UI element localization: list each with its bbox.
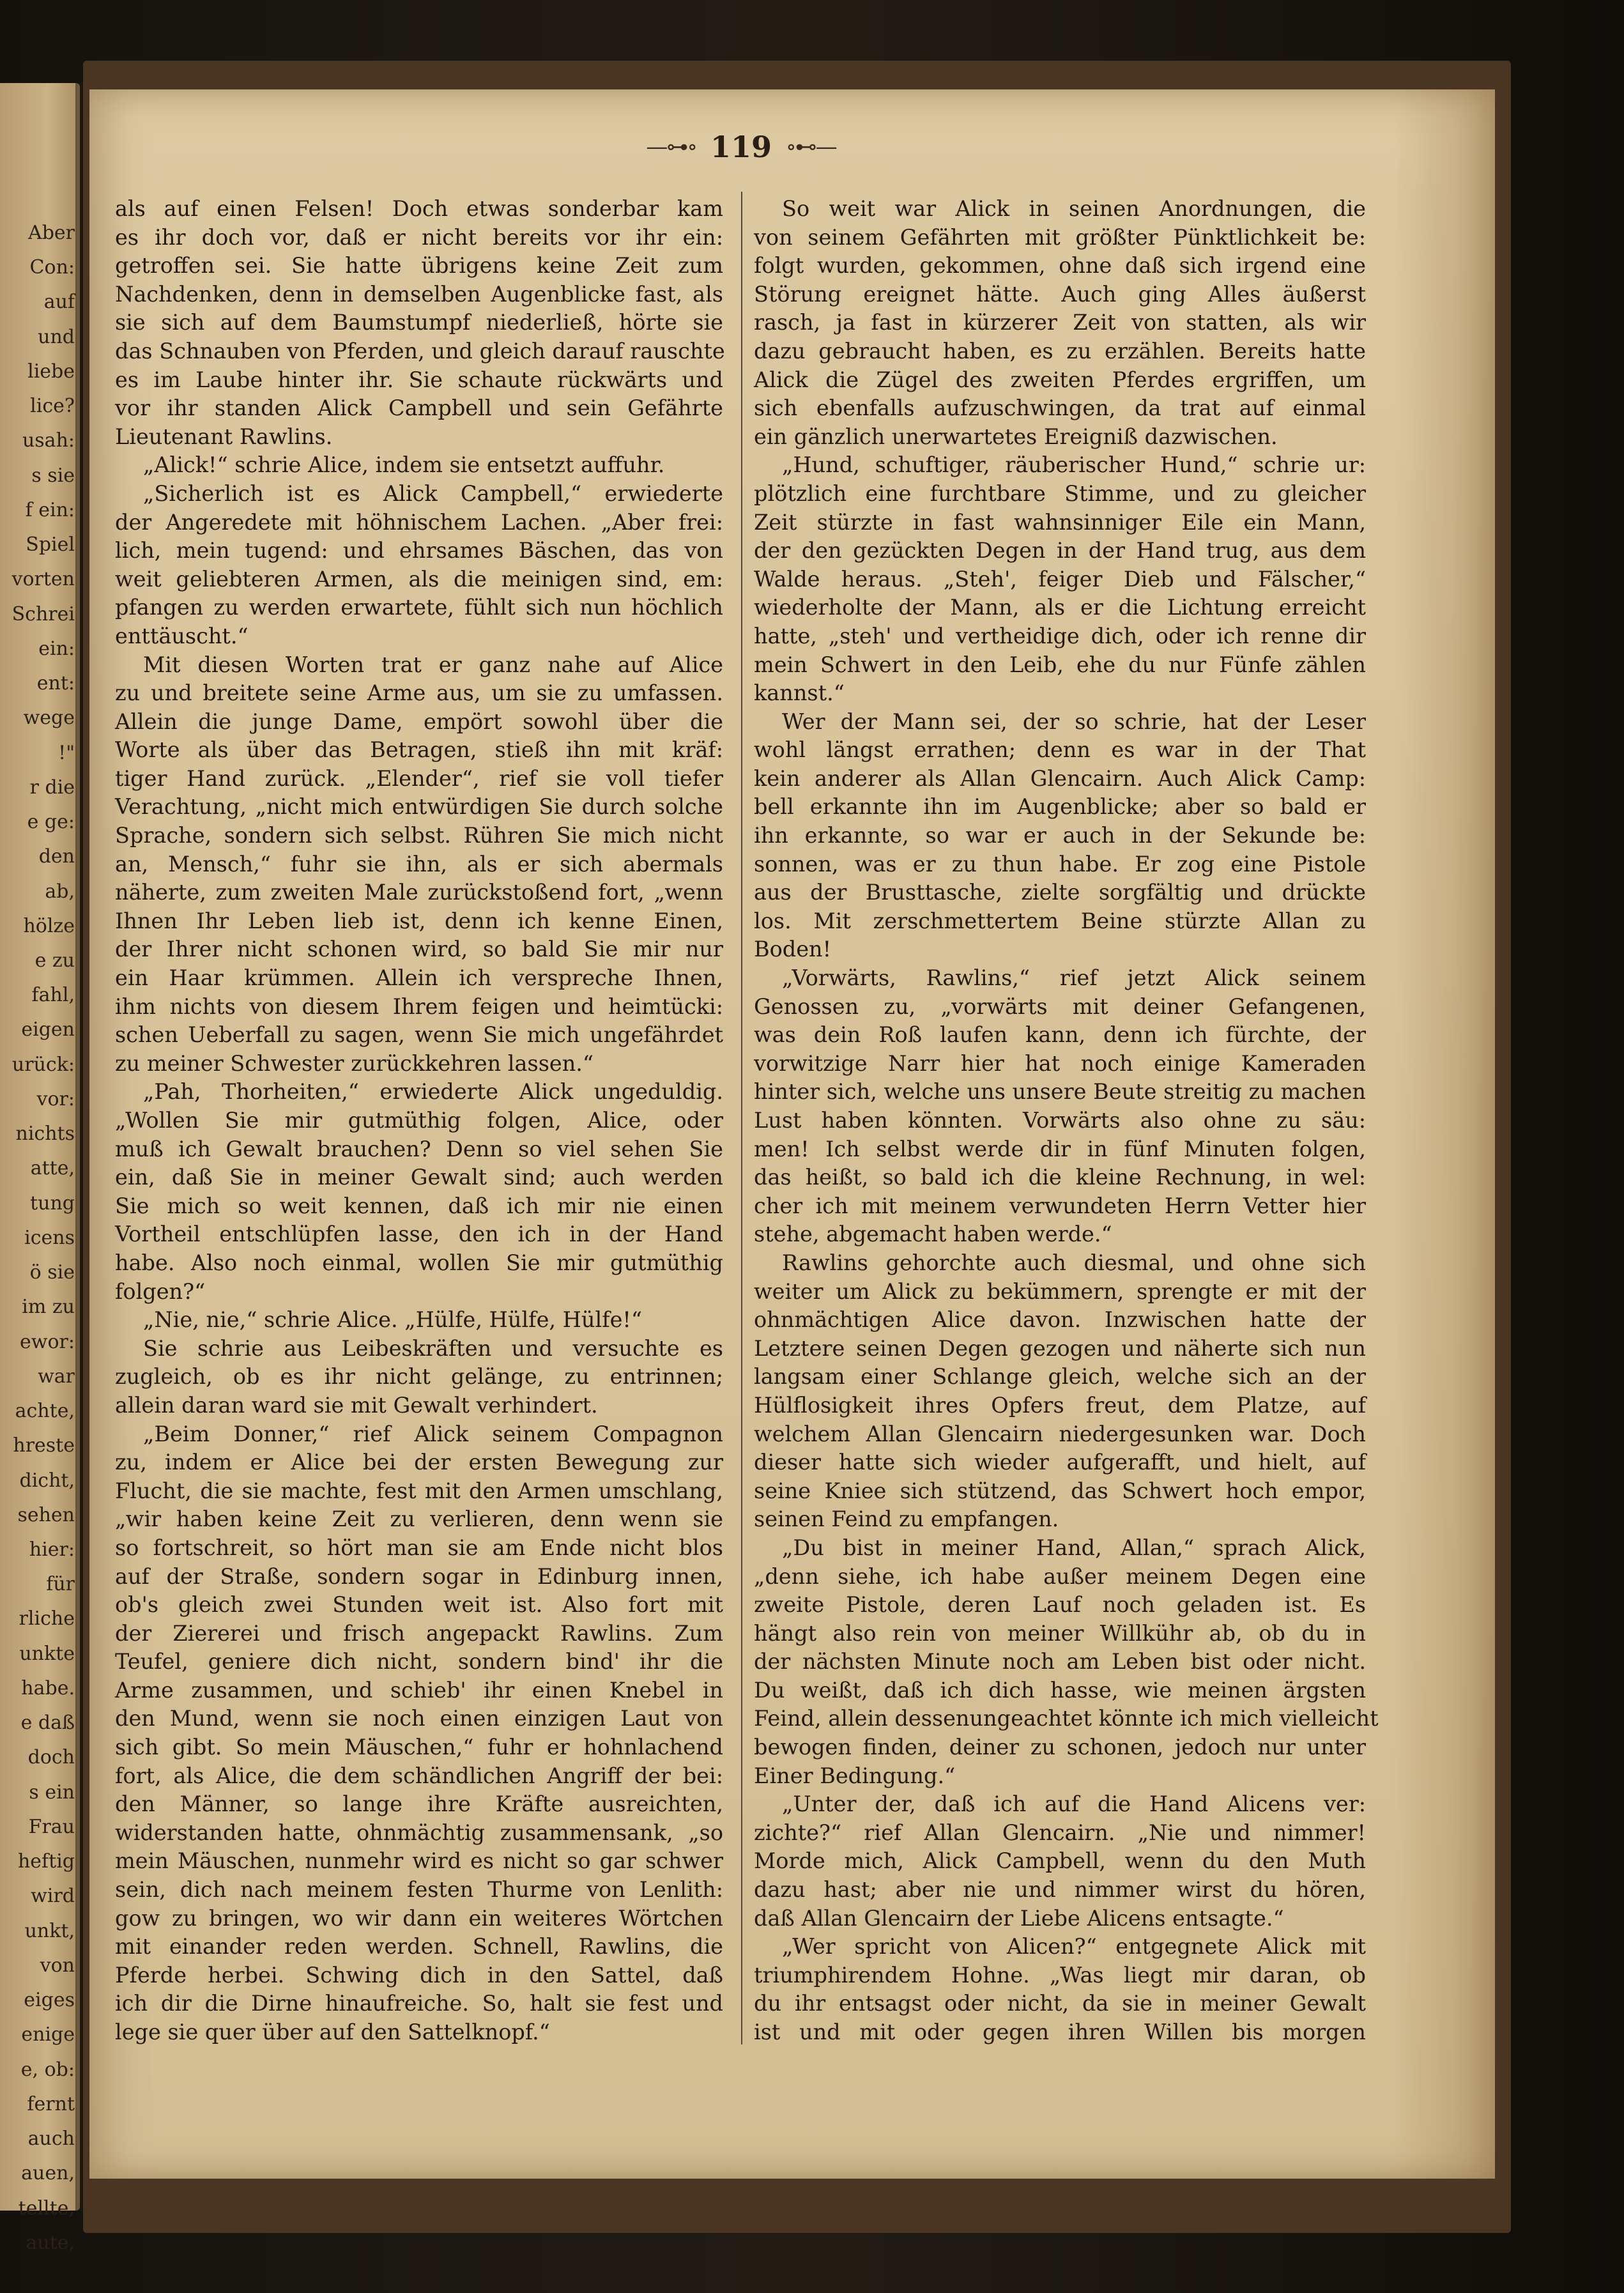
text-line: Teufel, geniere dich nicht, sondern bind' ihr die	[115, 1649, 723, 1675]
text-line: schen Ueberfall zu sagen, wenn Sie mich ungefährdet	[115, 1022, 723, 1048]
text-line: Pferde herbei. Schwing dich in den Sattel, daß	[115, 1962, 723, 1988]
previous-page-fragment: auch	[27, 2128, 75, 2151]
right-column	[754, 195, 1379, 2047]
previous-page-fragment: heftig	[17, 1850, 75, 1873]
text-line: zugleich, ob es ihr nicht gelänge, zu entrinnen;	[115, 1364, 723, 1390]
text-line: rasch, ja fast in kürzerer Zeit von statten, als wir	[754, 310, 1366, 335]
text-line: als auf einen Felsen! Doch etwas sonderbar kam	[115, 196, 723, 221]
text-line: „Sicherlich ist es Alick Campbell,“ erwiederte	[143, 480, 723, 506]
previous-page-fragment: e ge:	[27, 811, 75, 834]
previous-page-fragment: liebe	[27, 360, 75, 383]
previous-page-fragment: unkte	[19, 1642, 75, 1665]
previous-page-fragment: rliche	[19, 1607, 75, 1630]
previous-page-fragment: fernt	[27, 2092, 75, 2115]
text-line: mein Schwert in den Leib, ehe du nur Fünfe zählen	[754, 652, 1366, 677]
previous-page-fragment: ewor:	[20, 1330, 75, 1353]
previous-page-fragment: nichts	[15, 1123, 75, 1146]
text-line: Boden!	[754, 937, 832, 962]
text-line: folgt wurden, gekommen, ohne daß sich irgend eine	[754, 253, 1366, 279]
text-line: Sie schrie aus Leibeskräften und versuchte es	[143, 1335, 723, 1361]
text-line: Einer Bedingung.“	[754, 1763, 956, 1788]
text-line: Verachtung, „nicht mich entwürdigen Sie durch solche	[115, 794, 723, 820]
previous-page-fragment: ein:	[38, 637, 75, 660]
previous-page-fragment: aute,	[26, 2231, 75, 2254]
text-line: den Männer, so lange ihre Kräfte ausreichten,	[115, 1791, 723, 1817]
previous-page-fragment: vorten	[11, 568, 75, 591]
text-line: an, Mensch,“ fuhr sie ihn, als er sich abermals	[115, 851, 723, 877]
text-line: der den gezückten Degen in der Hand trug, aus dem	[754, 538, 1366, 564]
text-line: Lust haben könnten. Vorwärts also ohne zu säu:	[754, 1108, 1366, 1133]
text-line: muß ich Gewalt brauchen? Denn so viel sehen Sie	[115, 1136, 723, 1162]
text-line: Arme zusammen, und schieb' ihr einen Knebel in	[115, 1677, 723, 1703]
previous-page-fragment: s sie	[31, 464, 75, 487]
page-edge-stain	[1393, 89, 1495, 2179]
text-line: der Ihrer nicht schonen wird, so bald Sie mir nur	[115, 937, 723, 962]
text-line: ob's gleich zwei Stunden weit ist. Also fort mit	[115, 1592, 723, 1618]
previous-page-fragment: lice?	[30, 395, 75, 418]
text-line: folgen?“	[115, 1278, 206, 1304]
text-line: dieser hatte sich wieder aufgerafft, und hielt, auf	[754, 1450, 1366, 1475]
text-line: der Angeredete mit höhnischem Lachen. „Aber frei:	[115, 509, 723, 535]
text-line: „denn siehe, ich habe außer meinem Degen eine	[754, 1563, 1366, 1589]
previous-page-fragment: eigen	[21, 1018, 75, 1041]
previous-page-fragment: hier:	[29, 1538, 75, 1561]
previous-page-fragment: sehen	[17, 1503, 75, 1526]
text-line: Walde heraus. „Steh', feiger Dieb und Fälscher,“	[754, 566, 1366, 592]
previous-page-fragment: f ein:	[25, 498, 75, 521]
text-line: was dein Roß laufen kann, denn ich fürchte, der	[754, 1022, 1366, 1048]
text-line: zu, indem er Alice bei der ersten Bewegung zur	[115, 1450, 723, 1475]
previous-page-fragment: ab,	[45, 880, 75, 903]
text-line: Sprache, sondern sich selbst. Rühren Sie mich nicht	[115, 823, 723, 848]
previous-page-fragment: r die	[29, 776, 75, 799]
text-line: ein, daß Sie in meiner Gewalt sind; auch werden	[115, 1165, 723, 1190]
text-line: Nachdenken, denn in demselben Augenblicke fast, als	[115, 281, 723, 307]
text-line: „Wollen Sie mir gutmüthig folgen, Alice, oder	[115, 1108, 723, 1133]
page-header	[613, 125, 869, 169]
previous-page-fragment: usah:	[22, 429, 75, 452]
text-line: auf der Straße, sondern sogar in Edinburg innen,	[115, 1563, 723, 1589]
text-line: sie sich auf dem Baumstumpf niederließ, hörte sie	[115, 310, 723, 335]
previous-page-fragment: Schrei	[11, 602, 75, 625]
text-line: vorwitzige Narr hier hat noch einige Kameraden	[754, 1050, 1366, 1076]
text-line: das Schnauben von Pferden, und gleich darauf rauschte	[115, 338, 725, 364]
previous-page-fragment: tung	[30, 1192, 75, 1215]
text-line: Hülflosigkeit ihres Opfers freut, dem Platze, auf	[754, 1392, 1366, 1418]
previous-page-fragment: dicht,	[19, 1469, 75, 1492]
previous-page-fragment: hölze	[23, 914, 75, 937]
previous-page-fragment: für	[46, 1573, 75, 1596]
text-line: hinter sich, welche uns unsere Beute streitig zu machen	[754, 1079, 1366, 1105]
text-line: habe. Also noch einmal, wollen Sie mir gutmüthig	[115, 1250, 723, 1275]
text-line: mein Mäuschen, nunmehr wird es nicht so gar schwer	[115, 1848, 723, 1874]
text-line: näherte, zum zweiten Male zurückstoßend fort, „wenn	[115, 880, 723, 905]
previous-page-fragment: e zu	[34, 949, 75, 972]
text-line: den Mund, wenn sie noch einen einzigen Laut von	[115, 1706, 723, 1731]
text-line: „Vorwärts, Rawlins,“ rief jetzt Alick seinem	[782, 965, 1366, 991]
text-line: das heißt, so bald ich die kleine Rechnung, in wel:	[754, 1165, 1366, 1190]
text-line: ihn erkannte, so war er auch in der Sekunde be:	[754, 823, 1366, 848]
text-line: sich gibt. So mein Mäuschen,“ fuhr er hohnlachend	[115, 1735, 723, 1760]
text-line: „wir haben keine Zeit zu verlieren, denn wenn sie	[115, 1507, 723, 1532]
previous-page-fragment: Spiel	[26, 533, 75, 556]
text-line: „Wer spricht von Alicen?“ entgegnete Alick mit	[782, 1934, 1366, 1959]
previous-page-fragment: ent:	[36, 672, 75, 695]
text-line: Sie mich so weit kennen, daß ich mir nie einen	[115, 1193, 723, 1218]
text-line: widerstanden hatte, ohnmächtig zusammensank, „so	[115, 1820, 723, 1845]
text-line: vor ihr standen Alick Campbell und sein Gefährte	[115, 395, 723, 421]
right-ornament-icon: ∘⊷—	[786, 134, 836, 160]
text-line: welchem Allan Glencairn niedergesunken war. Doch	[754, 1421, 1366, 1446]
text-line: stehe, abgemacht haben werde.“	[754, 1222, 1112, 1247]
previous-page-fragment: und	[38, 325, 75, 348]
text-line: bewogen finden, deiner zu schonen, jedoch nur unter	[754, 1735, 1366, 1760]
text-line: zu und breitete seine Arme aus, um sie zu umfassen.	[115, 680, 723, 706]
text-line: Du weißt, daß ich dich hasse, wie meinen ärgsten	[754, 1677, 1366, 1703]
previous-page-fragment: icens	[24, 1226, 75, 1249]
text-line: wiederholte der Mann, als er die Lichtung erreicht	[754, 595, 1366, 620]
previous-page-fragment: wird	[31, 1885, 75, 1908]
text-line: dazu hast; aber nie und nimmer wirst du hören,	[754, 1877, 1366, 1903]
text-line: cher ich mit meinem verwundeten Herrn Vetter hier	[754, 1193, 1366, 1218]
text-line: hatte, „steh' und vertheidige dich, oder ich renne dir	[754, 623, 1366, 648]
previous-page-fragment: unkt,	[24, 1919, 75, 1942]
text-line: „Alick!“ schrie Alice, indem sie entsetzt auffuhr.	[143, 452, 665, 478]
text-line: der Ziererei und frisch angepackt Rawlins. Zum	[115, 1620, 723, 1646]
text-line: Störung ereignet hätte. Auch ging Alles äußerst	[754, 281, 1366, 307]
text-line: enttäuscht.“	[115, 623, 249, 648]
text-line: hängt also rein von meiner Willkühr ab, ob du in	[754, 1620, 1366, 1646]
text-line: aus der Brusttasche, zielte sorgfältig und drückte	[754, 880, 1366, 905]
text-line: Ihnen Ihr Leben lieb ist, denn ich kenne Einen,	[115, 908, 723, 933]
text-line: Letztere seinen Degen gezogen und näherte sich nun	[754, 1335, 1366, 1361]
text-line: der nächsten Minute noch am Leben bist oder nicht.	[754, 1649, 1366, 1675]
text-line: Morde mich, Alick Campbell, wenn du den Muth	[754, 1848, 1366, 1874]
text-line: du ihr entsagst oder nicht, da sie in meiner Gewalt	[754, 1991, 1366, 2016]
text-line: Rawlins gehorchte auch diesmal, und ohne sich	[782, 1250, 1366, 1275]
text-line: dazu gebraucht haben, es zu erzählen. Bereits hatte	[754, 338, 1366, 364]
text-line: ich dir die Dirne hinaufreiche. So, halt sie fest und	[115, 1991, 723, 2016]
text-line: ihm nichts von diesem Ihrem feigen und heimtücki:	[115, 993, 723, 1019]
previous-page-fragment: auen,	[21, 2162, 75, 2185]
text-line: sein, dich nach meinem festen Thurme von Lenlith:	[115, 1877, 723, 1903]
previous-page-fragment: e daß	[20, 1712, 75, 1735]
previous-page-fragment: hreste	[13, 1434, 75, 1457]
previous-page-fragment: den	[38, 845, 75, 868]
text-line: kein anderer als Allan Glencairn. Auch Alick Camp:	[754, 765, 1366, 791]
text-line: fort, als Alice, die dem schändlichen Angriff der bei:	[115, 1763, 723, 1788]
text-line: ohnmächtigen Alice davon. Inzwischen hatte der	[754, 1307, 1366, 1333]
text-line: Vortheil entschlüpfen lasse, den ich in der Hand	[115, 1222, 723, 1247]
page-number: 119	[710, 130, 772, 164]
previous-page-fragment: Con:	[29, 256, 75, 279]
text-line: es ihr doch vor, daß er nicht bereits vor ihr ein:	[115, 224, 723, 250]
text-line: Allein die junge Dame, empört sowohl über die	[115, 709, 723, 734]
text-line: zu meiner Schwester zurückkehren lassen.“	[115, 1050, 594, 1076]
text-line: tiger Hand zurück. „Elender“, rief sie voll tiefer	[115, 765, 723, 791]
left-ornament-icon: —⊶∘	[646, 134, 696, 160]
text-line: langsam einer Schlange gleich, welche sich an der	[754, 1364, 1366, 1390]
text-line: daß Allan Glencairn der Liebe Alicens entsagte.“	[754, 1905, 1284, 1931]
text-line: lich, mein tugend: und ehrsames Bäschen, das von	[115, 538, 723, 564]
column-divider	[741, 192, 742, 2044]
text-line: seine Kniee sich stützend, das Schwert hoch empor,	[754, 1478, 1366, 1503]
previous-page-fragment: von	[40, 1954, 75, 1977]
text-line: Feind, allein dessenungeachtet könnte ich mich vielleicht	[754, 1706, 1379, 1731]
text-line: bell erkannte ihn im Augenblicke; aber so bald er	[754, 794, 1366, 820]
text-line: allein daran ward sie mit Gewalt verhindert.	[115, 1392, 598, 1418]
left-column	[115, 195, 723, 2047]
previous-page-fragment: fahl,	[31, 984, 75, 1007]
text-line: von seinem Gefährten mit größter Pünktlichkeit be:	[754, 224, 1366, 250]
text-line: Lieutenant Rawlins.	[115, 424, 333, 449]
text-line: triumphirendem Hohne. „Was liegt mir daran, ob	[754, 1962, 1366, 1988]
text-line: weit geliebteren Armen, als die meinigen sind, em:	[115, 566, 723, 592]
text-line: „Beim Donner,“ rief Alick seinem Compagnon	[143, 1421, 723, 1446]
previous-page-fragment: war	[38, 1365, 75, 1388]
text-line: ein gänzlich unerwartetes Ereigniß dazwischen.	[754, 424, 1278, 449]
previous-page-fragment: e, ob:	[20, 2058, 75, 2081]
text-line: lege sie quer über auf den Sattelknopf.“	[115, 2020, 550, 2044]
text-line: men! Ich selbst werde dir in fünf Minuten folgen,	[754, 1136, 1366, 1162]
previous-page-fragment: habe.	[21, 1676, 75, 1699]
previous-page-fragment: Aber	[28, 222, 75, 244]
text-line: los. Mit zerschmettertem Beine stürzte Allan zu	[754, 908, 1366, 933]
text-line: Flucht, die sie machte, fest mit den Armen umschlang,	[115, 1478, 723, 1503]
previous-page-fragment: Frau	[28, 1815, 75, 1838]
text-line: sich ebenfalls aufzuschwingen, da trat auf einmal	[754, 395, 1366, 421]
previous-page-fragment: urück:	[11, 1053, 75, 1076]
text-line: „Du bist in meiner Hand, Allan,“ sprach Alick,	[782, 1535, 1366, 1560]
previous-page-fragment: eiges	[24, 1989, 75, 2012]
previous-page-edge	[0, 83, 80, 2254]
text-line: es im Laube hinter ihr. Sie schaute rückwärts und	[115, 367, 723, 392]
text-line: zichte?“ rief Allan Glencairn. „Nie und nimmer!	[754, 1820, 1366, 1845]
text-line: kannst.“	[754, 680, 845, 706]
text-line: weiter um Alick zu bekümmern, sprengte er mit der	[754, 1278, 1366, 1304]
text-line: „Unter der, daß ich auf die Hand Alicens ver:	[782, 1791, 1366, 1817]
text-line: „Nie, nie,“ schrie Alice. „Hülfe, Hülfe, Hülfe!“	[143, 1307, 643, 1333]
text-line: Mit diesen Worten trat er ganz nahe auf Alice	[143, 652, 723, 677]
text-line: Zeit stürzte in fast wahnsinniger Eile ein Mann,	[754, 509, 1366, 535]
previous-page-fragment: atte,	[30, 1157, 75, 1180]
previous-page-fragment: im zu	[22, 1296, 75, 1319]
text-line: mit einander reden werden. Schnell, Rawlins, die	[115, 1934, 723, 1959]
previous-page-fragment: auf	[43, 291, 75, 314]
text-line: seinen Feind zu empfangen.	[754, 1507, 1059, 1532]
text-line: „Pah, Thorheiten,“ erwiederte Alick ungeduldig.	[143, 1079, 723, 1105]
previous-page-fragment: achte,	[15, 1400, 75, 1423]
previous-page-fragment: wege	[23, 707, 75, 730]
text-line: ist und mit oder gegen ihren Willen bis morgen	[754, 2020, 1366, 2044]
text-line: plötzlich eine furchtbare Stimme, und zu gleicher	[754, 480, 1366, 506]
text-line: Alick die Zügel des zweiten Pferdes ergriffen, um	[754, 367, 1366, 392]
previous-page-fragment: enige	[21, 2023, 75, 2046]
text-line: pfangen zu werden erwartete, fühlt sich nun höchlich	[115, 595, 723, 620]
text-line: getroffen sei. Sie hatte übrigens keine Zeit zum	[115, 253, 723, 279]
text-line: „Hund, schuftiger, räuberischer Hund,“ schrie ur:	[782, 452, 1366, 478]
text-line: zweite Pistole, deren Lauf noch geladen ist. Es	[754, 1592, 1366, 1618]
text-line: ein Haar krümmen. Allein ich verspreche Ihnen,	[115, 965, 723, 991]
text-line: so fortschreit, so hört man sie am Ende nicht blos	[115, 1535, 723, 1560]
text-line: sonnen, was er zu thun habe. Er zog eine Pistole	[754, 851, 1366, 877]
previous-page-fragment: tellte,	[18, 2197, 75, 2220]
text-line: Wer der Mann sei, der so schrie, hat der Leser	[782, 709, 1366, 734]
text-line: gow zu bringen, wo wir dann ein weiteres Wörtchen	[115, 1905, 723, 1931]
text-line: Worte als über das Betragen, stieß ihn mit kräf:	[115, 737, 723, 763]
text-line: So weit war Alick in seinen Anordnungen, die	[782, 196, 1366, 221]
previous-page-fragment: doch	[27, 1746, 75, 1769]
text-line: wohl längst errathen; denn es war in der That	[754, 737, 1366, 763]
previous-page-fragment: s ein	[29, 1781, 75, 1804]
text-line: Genossen zu, „vorwärts mit deiner Gefangenen,	[754, 993, 1366, 1019]
previous-page-fragment: vor:	[36, 1087, 75, 1110]
previous-page-fragment: !"	[58, 741, 75, 764]
previous-page-fragment: ö sie	[29, 1261, 75, 1284]
